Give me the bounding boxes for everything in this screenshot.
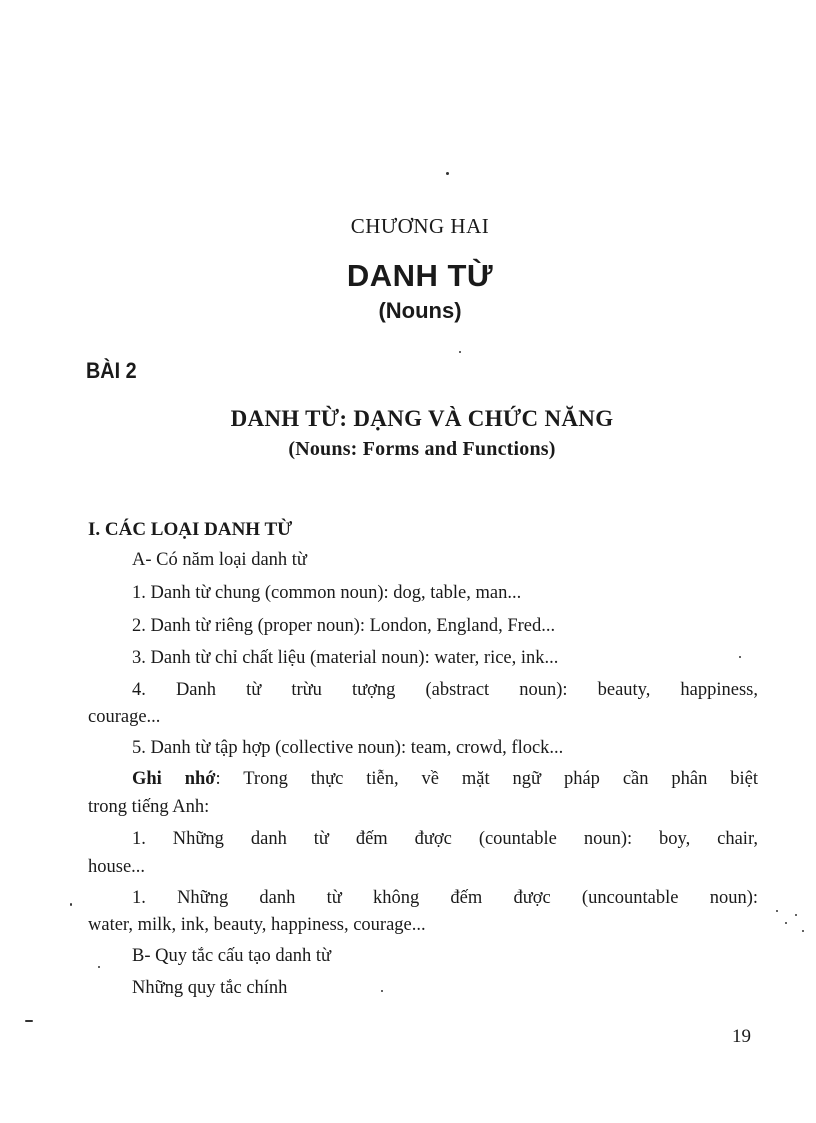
noun-type-item: 5. Danh từ tập hợp (collective noun): team, crowd, flock... bbox=[132, 738, 564, 758]
noun-type-item: 2. Danh từ riêng (proper noun): London, England, Fred... bbox=[132, 616, 556, 636]
note-text: : Trong thực tiễn, về mặt ngữ pháp cần phân biệt bbox=[215, 769, 758, 789]
chapter-title: DANH TỪ bbox=[346, 258, 494, 293]
noun-type-item: 4. Danh từ trừu tượng (abstract noun): beauty, happiness, bbox=[132, 680, 758, 700]
scan-speck bbox=[785, 922, 787, 924]
note-label: Ghi nhớ bbox=[132, 769, 216, 789]
scan-speck bbox=[381, 990, 383, 992]
chapter-subtitle: (Nouns) bbox=[378, 298, 462, 323]
rules-subheading: Những quy tắc chính bbox=[132, 978, 288, 998]
lesson-title: DANH TỪ: DẠNG VÀ CHỨC NĂNG bbox=[230, 406, 614, 431]
note-paragraph bbox=[132, 769, 758, 790]
scan-speck bbox=[459, 351, 461, 353]
noun-type-item: 3. Danh từ chỉ chất liệu (material noun): water, rice, ink... bbox=[132, 648, 559, 668]
page-number: 19 bbox=[732, 1026, 751, 1047]
note-text-continuation: trong tiếng Anh: bbox=[88, 797, 210, 817]
section-intro: A- Có năm loại danh từ bbox=[132, 550, 307, 570]
scan-speck bbox=[795, 914, 797, 916]
uncountable-item-continuation: water, milk, ink, beauty, happiness, courage... bbox=[88, 915, 426, 935]
scan-speck bbox=[98, 966, 100, 968]
chapter-label: CHƯƠNG HAI bbox=[350, 214, 490, 238]
scan-speck bbox=[25, 1020, 33, 1022]
lesson-subtitle: (Nouns: Forms and Functions) bbox=[288, 438, 556, 460]
noun-type-item: 1. Danh từ chung (common noun): dog, table, man... bbox=[132, 583, 522, 603]
noun-type-item-continuation: courage... bbox=[88, 707, 161, 727]
scan-speck bbox=[776, 910, 778, 912]
uncountable-item: 1. Những danh từ không đếm được (uncountable noun): bbox=[132, 888, 758, 908]
scan-speck bbox=[70, 903, 72, 906]
lesson-label: BÀI 2 bbox=[86, 358, 137, 383]
countable-item: 1. Những danh từ đếm được (countable noun): boy, chair, bbox=[132, 829, 758, 849]
section-heading: I. CÁC LOẠI DANH TỪ bbox=[88, 519, 293, 540]
scan-speck bbox=[802, 930, 804, 932]
countable-item-continuation: house... bbox=[88, 857, 146, 877]
scan-speck bbox=[739, 656, 741, 658]
scan-speck bbox=[446, 172, 449, 175]
rules-heading: B- Quy tắc cấu tạo danh từ bbox=[132, 946, 332, 966]
